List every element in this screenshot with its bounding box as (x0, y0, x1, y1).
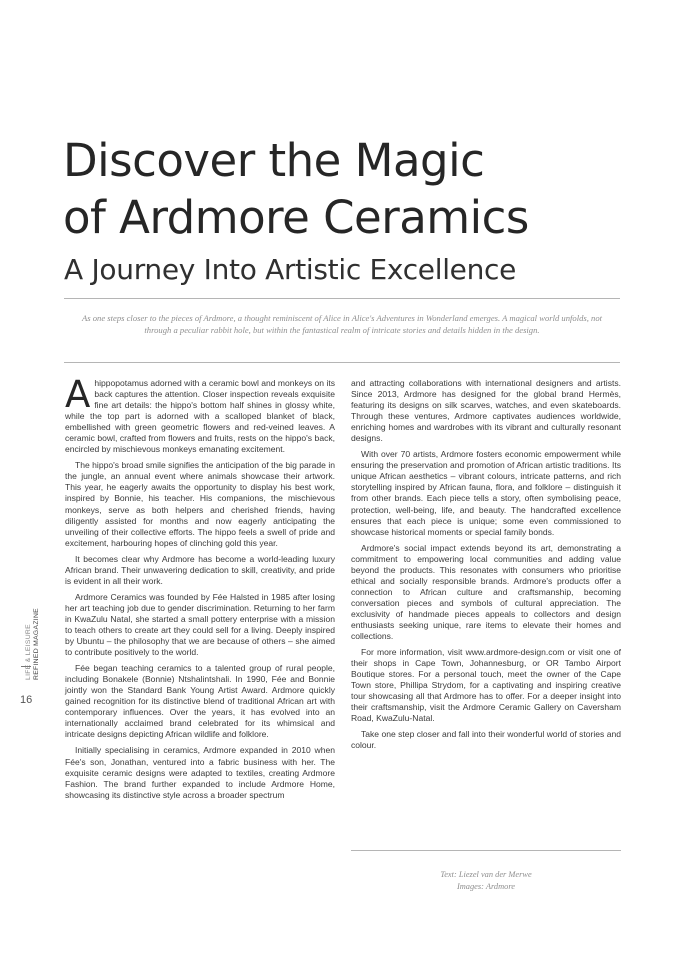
credits (351, 869, 621, 893)
body-paragraph (65, 373, 335, 455)
right-column (351, 378, 621, 757)
body-paragraph: With over 70 artists, Ardmore fosters economic empowerment while ensuring the preservation and promotion of African artistic traditions. Its unique African aesthetics – vibrant colours, intricate patterns, and rich storytelling inspired by African fauna, flora, and folklore – distinguish it from other brands. Each piece tells a story, often symbolising peace, protection, well-being, life, and beauty. The handcrafted excellence ensures that each piece is unique; some even commissioned to showcase historical moments or special family bonds. (351, 449, 621, 537)
intro-bottom-divider (64, 362, 620, 363)
body-paragraph: Take one step closer and fall into their wonderful world of stories and colour. (351, 729, 621, 751)
article-title (63, 132, 643, 246)
title-line-2: of Ardmore Ceramics (63, 191, 529, 244)
body-paragraph: For more information, visit www.ardmore-design.com or visit one of their shops in Cape Town, Johannesburg, or OR Tambo Airport Boutique stores. For a personal touch, meet the owner of the Cape Town store, Phillipa Strydom, for a captivating and inspiring creative tour showcasing all that Ardmore has to offer. For a deeper insight into their craftsmanship, visit the Ardmore Ceramic Gallery on Caversham Road, KwaZulu-Natal. (351, 647, 621, 724)
credits-divider (351, 850, 621, 851)
page-number: 16 (20, 694, 33, 706)
sidebar-divider (21, 666, 31, 667)
drop-cap: A (65, 373, 91, 416)
body-paragraph: Ardmore Ceramics was founded by Fée Halsted in 1985 after losing her art teaching job due to gender discrimination. Returning to her farm in KwaZulu Natal, she started a small pottery enterprise with a mission to teach others to create art they could sell for a living. Deeply inspired by Ubuntu – the philosophy that we are because of others – she aimed to contribute positively to the world. (65, 591, 335, 658)
credit-text: Text: Liezel van der Merwe (440, 870, 532, 879)
left-column (65, 373, 335, 806)
article-subtitle: A Journey Into Artistic Excellence (64, 253, 517, 286)
paragraph-text: hippopotamus adorned with a ceramic bowl and monkeys on its back captures the attention. Closer inspection reveals exquisite fine art details: the hippo's bottom half shines in glossy white, while the top part is adorned with a scalloped blanket of black, embellished with green geometric flowers and red-veined leaves. A ceramic bowl, crafted from flowers and fruits, rests on the hippo's back, encircled by mischievous monkeys emanating excitement. (65, 378, 335, 455)
title-line-1: Discover the Magic (63, 134, 485, 187)
body-paragraph: and attracting collaborations with international designers and artists. Since 2013, Ardmore has designed for the global brand Hermès, featuring its designs on silk scarves, watches, and even skateboards. Through these ventures, Ardmore captivates audiences worldwide, enriching homes and wardrobes with its vibrant and culturally resonant designs. (351, 378, 621, 444)
body-paragraph: Initially specialising in ceramics, Ardmore expanded in 2010 when Fée's son, Jonathan, ventured into a fabric business with her. The exquisite ceramic designs were adapted to textiles, creating Ardmore Fashion. The brand further expanded to include Ardmore Home, showcasing its distinctive style across a broader spectrum (65, 745, 335, 800)
intro-paragraph: As one steps closer to the pieces of Ardmore, a thought reminiscent of Alice in Alice's Adventures in Wonderland emerges. A magical world unfolds, not through a peculiar rabbit hole, but within the fantastical realm of intricate stories and details hidden in the design. (81, 313, 603, 335)
body-paragraph: Ardmore's social impact extends beyond its art, demonstrating a commitment to empowering local communities and adding value beyond the products. This resonates with consumers who prioritise ethical and socially responsible brands. Ardmore's products offer a connection to African culture and craftsmanship, becoming conversation pieces and symbols of cultural appreciation. The exclusivity of handmade pieces appeals to collectors and design enthusiasts seeking unique, rare items to elevate their homes and collections. (351, 542, 621, 642)
magazine-name: REFINED MAGAZINE (33, 607, 40, 680)
section-name: LIFE & LEISURE (25, 624, 32, 680)
body-paragraph: Fée began teaching ceramics to a talented group of rural people, including Bonakele (Bonnie) Ntshalintshali. In 1990, Fée and Bonnie jointly won the Standard Bank Young Artist Award. Ardmore quickly gained recognition for its distinctive blend of traditional African art with contemporary influences. Over the years, it has evolved into an internationally acclaimed brand celebrated for its whimsical and intricate designs depicting African wildlife and folklore. (65, 663, 335, 740)
credit-images: Images: Ardmore (456, 882, 516, 891)
section-label (25, 570, 41, 680)
body-paragraph: It becomes clear why Ardmore has become a world-leading luxury African brand. Their unwavering dedication to skill, creativity, and pride is evident in all their work. (65, 553, 335, 586)
body-paragraph: The hippo's broad smile signifies the anticipation of the big parade in the jungle, an annual event where animals showcase their artwork. This year, he eagerly awaits the opportunity to display his best work, inspired by Bonnie, his teacher. His companions, the mischievous monkeys, serve as both helpers and cherished friends, having diligently assisted for months and now eagerly anticipating the unveiling of their collective efforts. The hippo feels a swell of pride and excitement, harbouring hopes of clinching gold this year. (65, 460, 335, 548)
intro-top-divider (64, 298, 620, 299)
